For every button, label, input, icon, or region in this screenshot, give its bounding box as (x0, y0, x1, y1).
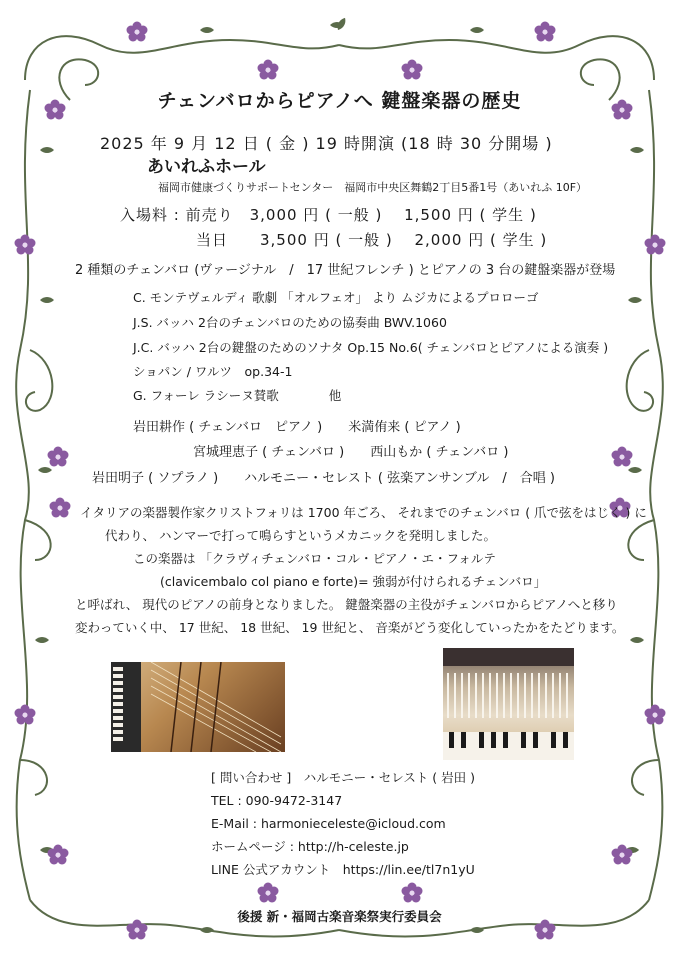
contact-homepage[interactable]: ホームページ : http://h-celeste.jp (211, 839, 409, 854)
contact-email[interactable]: E-Mail : harmonieceleste@icloud.com (211, 816, 446, 831)
description-line: 代わり、 ハンマーで打って鳴らすというメカニックを発明しました。 (105, 528, 496, 543)
admission-advance: 入場料 : 前売り 3,000 円 ( 一般 ) 1,500 円 ( 学生 ) (120, 206, 537, 224)
admission-door: 当日 3,500 円 ( 一般 ) 2,000 円 ( 学生 ) (196, 231, 548, 249)
sponsor: 後援 新・福岡古楽音楽祭実行委員会 (237, 909, 442, 924)
venue-name: あいれふホール (147, 157, 266, 177)
description-line: 変わっていく中、 17 世紀、 18 世紀、 19 世紀と、 音楽がどう変化していったかをたどります。 (75, 620, 625, 635)
program-item: C. モンテヴェルディ 歌劇 「オルフェオ」 より ムジカによるプロローゴ (133, 290, 539, 305)
description-line: と呼ばれ、 現代のピアノの前身となりました。 鍵盤楽器の主役がチェンバロからピアノへと移り (75, 597, 618, 612)
description-line: この楽器は 「クラヴィチェンバロ・コル・ピアノ・エ・フォルテ (133, 551, 496, 566)
program-item: ショパン / ワルツ op.34-1 (133, 364, 293, 379)
contact-heading: [ 問い合わせ ] ハルモニー・セレスト ( 岩田 ) (211, 770, 475, 785)
program-item: J.C. バッハ 2台の鍵盤のためのソナタ Op.15 No.6( チェンバロとピアノによる演奏 ) (133, 340, 609, 355)
contact-tel: TEL : 090-9472-3147 (211, 793, 343, 808)
description-line: (clavicembalo col piano e forte)= 強弱が付けられるチェンバロ」 (160, 574, 547, 589)
page-title: チェンバロからピアノへ 鍵盤楽器の歴史 (157, 90, 522, 112)
piano-action-photo (443, 648, 574, 760)
performers-line: 岩田明子 ( ソプラノ ) ハルモニー・セレスト ( 弦楽アンサンブル / 合唱 ) (92, 471, 555, 486)
program-intro: 2 種類のチェンバロ (ヴァージナル / 17 世紀フレンチ ) とピアノの 3 台の鍵盤楽器が登場 (75, 263, 616, 278)
program-item: J.S. バッハ 2台のチェンバロのための協奏曲 BWV.1060 (133, 315, 447, 330)
harpsichord-photo (111, 662, 285, 752)
program-item: G. フォーレ ラシーヌ賛歌 他 (133, 388, 342, 403)
performers-line: 宮城理恵子 ( チェンバロ ) 西山もか ( チェンバロ ) (193, 445, 509, 460)
contact-line-account[interactable]: LINE 公式アカウント https://lin.ee/tl7n1yU (211, 862, 475, 877)
description-line: イタリアの楽器製作家クリストフォリは 1700 年ごろ、 それまでのチェンバロ ( 爪で弦をはじく ) に (80, 505, 647, 520)
event-date: 2025 年 9 月 12 日 ( 金 ) 19 時開演 (18 時 30 分開場 ) (100, 134, 553, 153)
venue-address: 福岡市健康づくりサポートセンター 福岡市中央区舞鶴2丁目5番1号（あいれふ 10F） (158, 181, 588, 194)
performers-line: 岩田耕作 ( チェンバロ ピアノ ) 米満侑来 ( ピアノ ) (133, 420, 461, 435)
